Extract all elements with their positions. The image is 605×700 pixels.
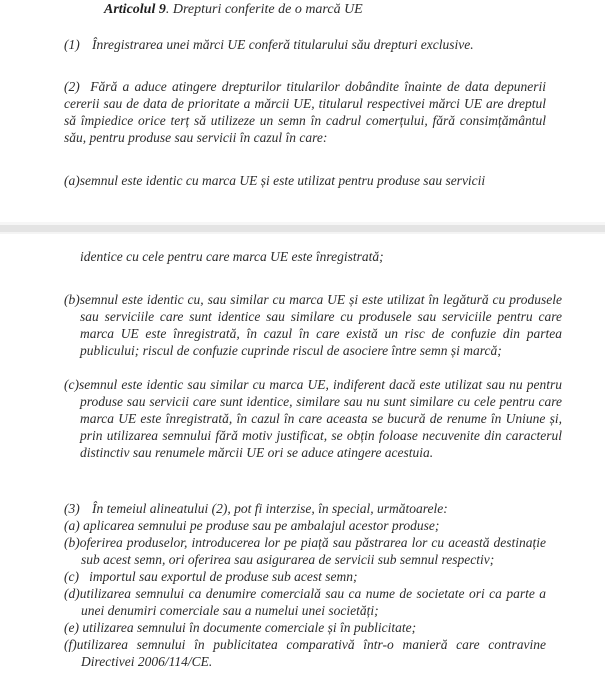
- paragraph-1-text: Înregistrarea unei mărci UE conferă titularului său drepturi exclusive.: [92, 37, 474, 52]
- article-heading: [104, 0, 363, 20]
- paragraph-3-item-f: (f)utilizarea semnului în publicitatea comparativă într-o manieră care contravine Directivei 2006/114/CE.: [64, 637, 546, 669]
- article-title: . Drepturi conferite de o marcă UE: [165, 2, 363, 17]
- paragraph-3: [64, 500, 546, 670]
- paragraph-2-number: (2): [64, 79, 80, 94]
- document-page-top: [0, 0, 605, 222]
- paragraph-1-number: (1): [64, 37, 80, 52]
- paragraph-3-item-d: (d)utilizarea semnului ca denumire comercială sau ca nume de societate ori ca parte a unei denumiri comerciale sau a numelui unei societăți;: [64, 586, 546, 618]
- paragraph-2-point-a-part1: (a)semnul este identic cu marca UE și este utilizat pentru produse sau servicii: [64, 173, 486, 188]
- paragraph-2-point-a-part2: identice cu cele pentru care marca UE este înregistrată;: [80, 249, 384, 264]
- paragraph-3-item-b: (b)oferirea produselor, introducerea lor pe piață sau păstrarea lor cu această destinație sub acest semn, ori oferirea sau asigurarea de servicii sub semnul respectiv;: [64, 535, 546, 567]
- paragraph-3-number: (3): [64, 501, 80, 516]
- paragraph-2-point-b: (b)semnul este identic cu, sau similar cu marca UE și este utilizat în legătură cu produsele sau serviciile care sunt identice sau similare cu produsele sau serviciile pentru care marca UE este înregistrată, în cazul în care există un risc de confuzie din partea publicului; riscul de confuzie cuprinde riscul de asociere între semn și marcă;: [64, 292, 562, 358]
- paragraph-2-point-c: (c)semnul este identic sau similar cu marca UE, indiferent dacă este utilizat sau nu pentru produse sau servicii care sunt identice, similare sau nu sunt similare cu cele pentru care marca UE este înregistrată, în cazul în care aceasta se bucură de renume în Uniune și, prin utilizarea semnului fără motiv justificat, se obțin foloase necuvenite din caracterul distinctiv sau renumele mărcii UE ori se aduce atingere acestuia.: [64, 377, 562, 460]
- paragraph-3-item-a: (a) aplicarea semnului pe produse sau pe ambalajul acestor produse;: [64, 518, 440, 533]
- page-separator: [0, 222, 605, 234]
- paragraph-1: [64, 36, 546, 53]
- paragraph-3-item-e: (e) utilizarea semnului în documente comerciale și în publicitate;: [64, 620, 417, 635]
- paragraph-2-text: Fără a aduce atingere drepturilor titularilor dobândite înainte de data depunerii cererii sau de data de prioritate a mărcii UE, titularul respectivei mărci UE are dreptul să împiedice orice terț să utilizeze un semn în cadrul comerțului, fără consimțământul său, pentru produse sau servicii în cazul în care:: [64, 79, 546, 145]
- paragraph-3-text: În temeiul alineatului (2), pot fi interzise, în special, următoarele:: [92, 501, 448, 516]
- paragraph-2: [64, 78, 546, 146]
- paragraph-3-item-c: (c) importul sau exportul de produse sub acest semn;: [64, 569, 358, 584]
- article-label: Articolul 9: [104, 2, 166, 17]
- paragraph-3-intro: [64, 500, 546, 517]
